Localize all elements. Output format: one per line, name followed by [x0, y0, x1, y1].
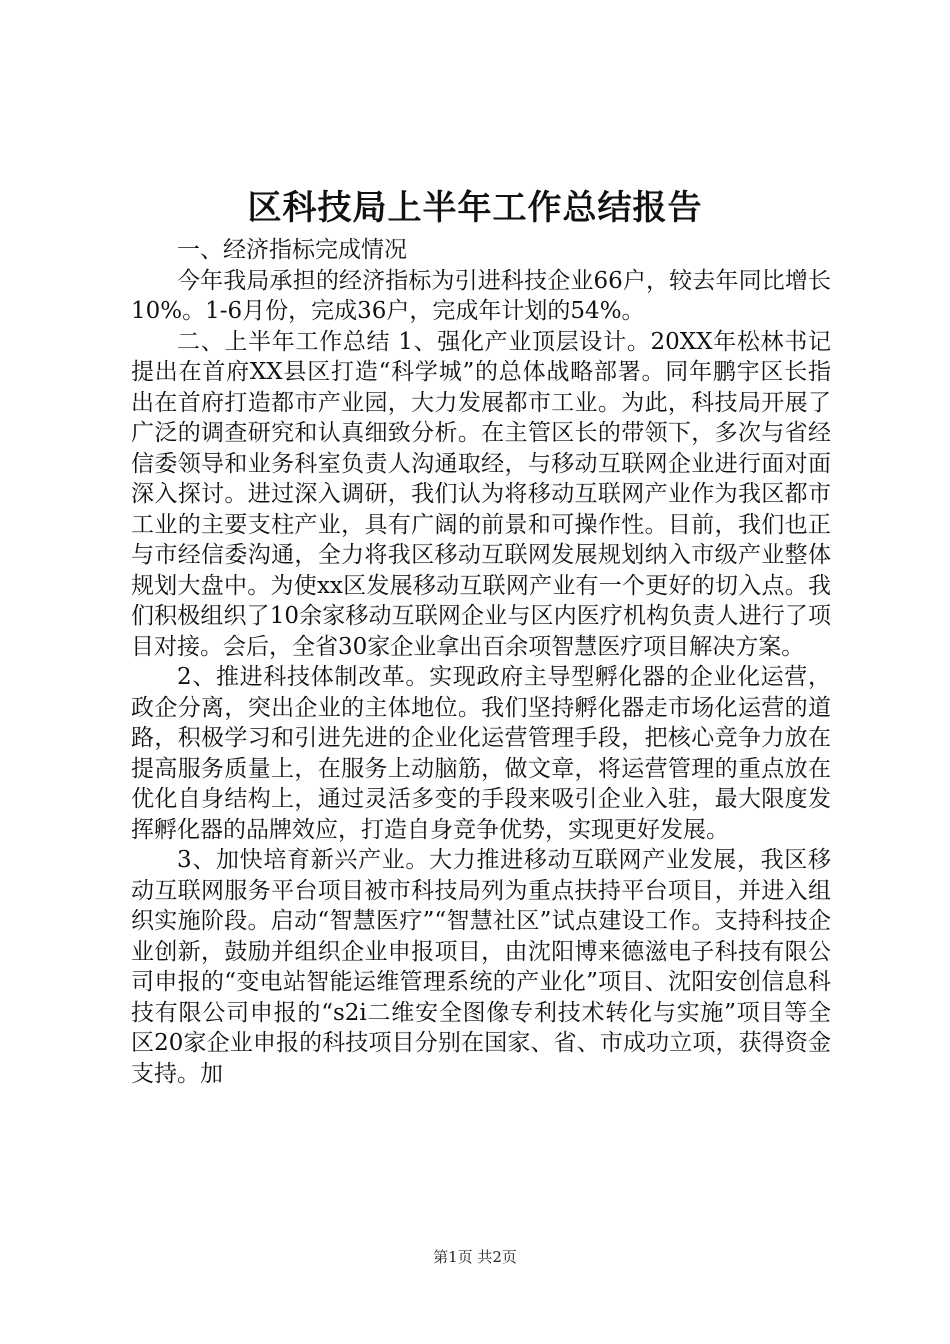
paragraph-economic-indicators: 今年我局承担的经济指标为引进科技企业66户，较去年同比增长10%。1-6月份，完成36户，完成年计划的54%。 — [131, 267, 831, 324]
paragraph-emerging-industries: 3、加快培育新兴产业。大力推进移动互联网产业发展，我区移动互联网服务平台项目被市科技局列为重点扶持平台项目，并进入组织实施阶段。启动“智慧医疗”“智慧社区”试点建设工作。支持科技企业创新，鼓励并组织企业申报项目，由沈阳博来德滋电子科技有限公司申报的“变电站智能运维管理系统的产业化”项目、沈阳安创信息科技有限公司申报的“s2i二维安全图像专利技术转化与实施”项目等全区20家企业申报的科技项目分别在国家、省、市成功立项，获得资金支持。加 — [131, 847, 831, 1087]
document-title: 区科技局上半年工作总结报告 — [247, 188, 703, 228]
paragraph-tech-reform: 2、推进科技体制改革。实现政府主导型孵化器的企业化运营，政企分离，突出企业的主体地位。我们坚持孵化器走市场化运营的道路，积极学习和引进先进的企业化运营管理手段，把核心竞争力放在提高服务质量上，在服务上动脑筋，做文章，将运营管理的重点放在优化自身结构上，通过灵活多变的手段来吸引企业入驻，最大限度发挥孵化器的品牌效应，打造自身竞争优势，实现更好发展。 — [131, 664, 831, 843]
paragraph-half-year-summary: 二、上半年工作总结 1、强化产业顶层设计。20XX年松林书记提出在首府XX县区打造“科学城”的总体战略部署。同年鹏宇区长指出在首府打造都市产业园，大力发展都市工业。为此，科技局开展了广泛的调查研究和认真细致分析。在主管区长的带领下，多次与省经信委领导和业务科室负责人沟通取经，与移动互联网企业进行面对面深入探讨。进过深入调研，我们认为将移动互联网产业作为我区都市工业的主要支柱产业，具有广阔的前景和可操作性。目前，我们也正与市经信委沟通，全力将我区移动互联网发展规划纳入市级产业整体规划大盘中。为使xx区发展移动互联网产业有一个更好的切入点。我们积极组织了10余家移动互联网企业与区内医疗机构负责人进行了项目对接。会后，全省30家企业拿出百余项智慧医疗项目解决方案。 — [131, 328, 831, 660]
section-heading-economic-indicators: 一、经济指标完成情况 — [177, 237, 407, 263]
page-number-footer: 第1页 共2页 — [433, 1248, 517, 1266]
document-body — [131, 235, 831, 1089]
